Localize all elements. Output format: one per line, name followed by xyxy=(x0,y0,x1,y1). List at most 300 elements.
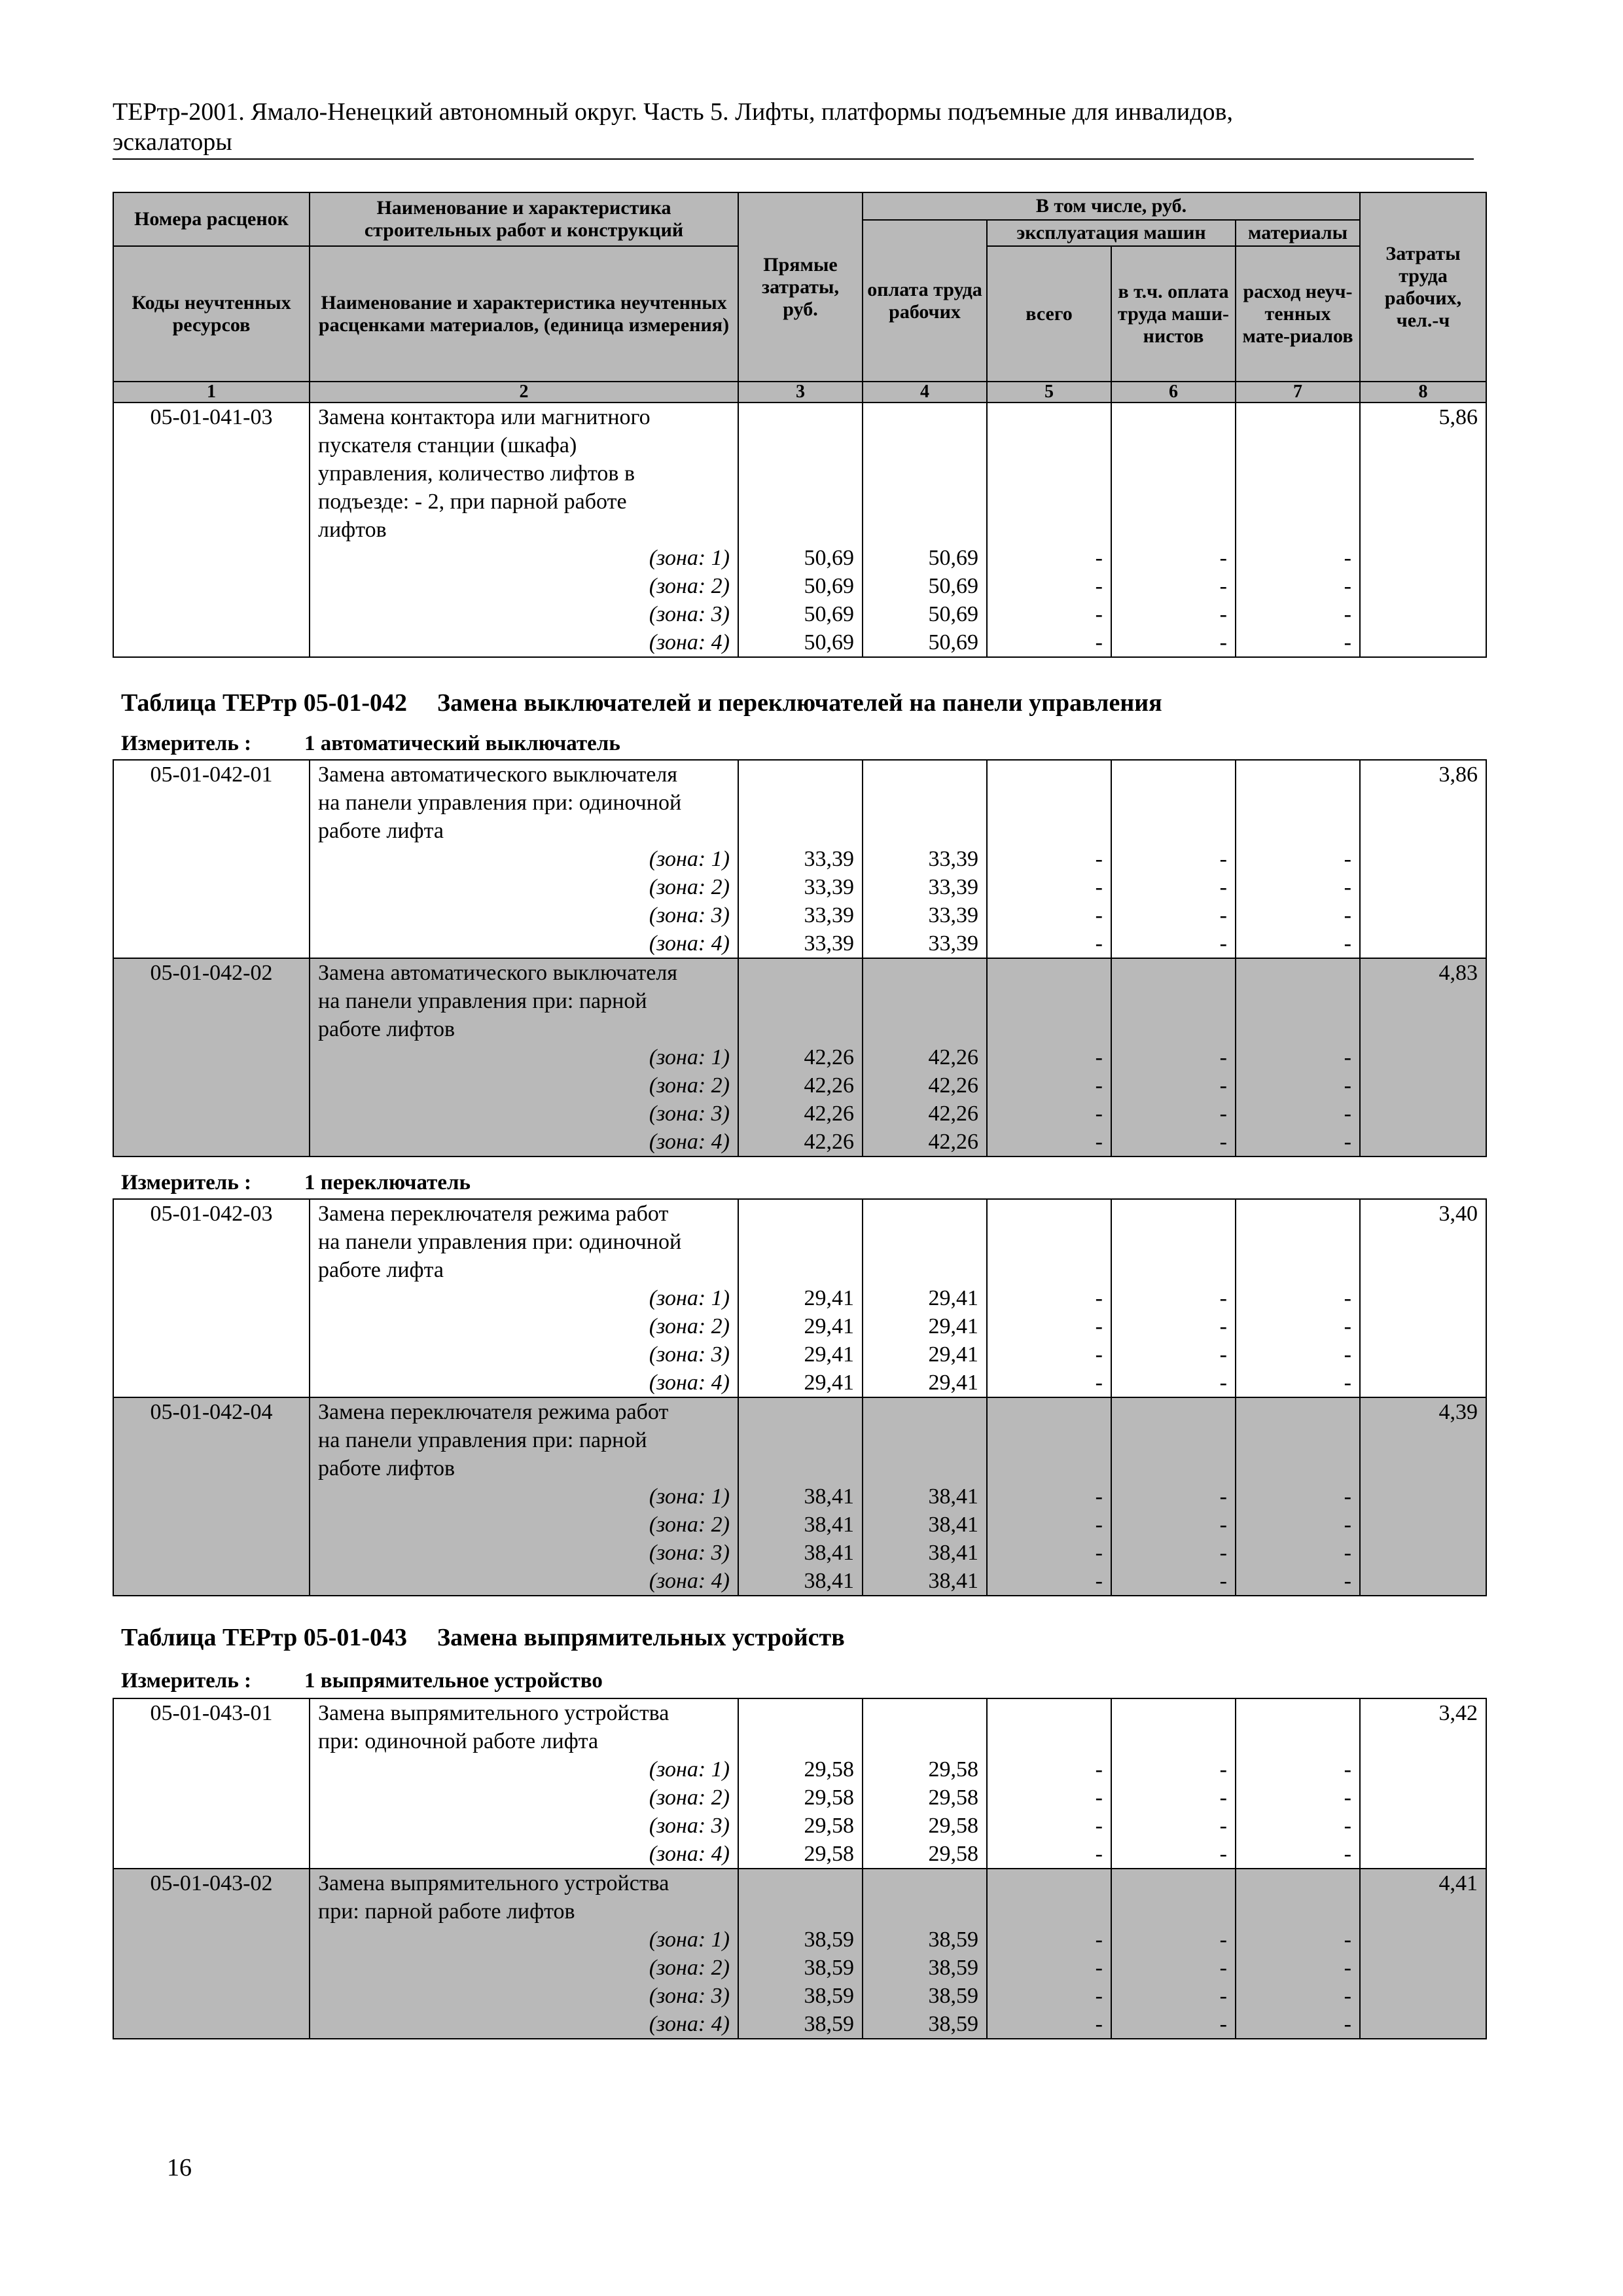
empty-cell xyxy=(1111,1199,1236,1228)
document-header xyxy=(113,97,1474,157)
machines-total: - xyxy=(987,929,1111,958)
zone-label: (зона: 2) xyxy=(310,1784,738,1812)
empty-cell xyxy=(1360,901,1486,929)
labor-hours: 4,39 xyxy=(1360,1397,1486,1426)
machinist-pay: - xyxy=(1111,572,1236,600)
table-row xyxy=(113,817,1486,845)
machinist-pay: - xyxy=(1111,845,1236,873)
rate-code: 05-01-042-01 xyxy=(113,760,310,789)
empty-cell xyxy=(863,1897,987,1926)
empty-cell xyxy=(738,431,863,459)
table-row xyxy=(113,1228,1486,1256)
zone-label: (зона: 1) xyxy=(310,1043,738,1071)
direct-costs: 38,41 xyxy=(738,1539,863,1567)
empty-cell xyxy=(1360,1340,1486,1369)
header-machines-total: всего xyxy=(987,246,1111,382)
empty-cell xyxy=(987,789,1111,817)
materials-spend: - xyxy=(1236,1539,1360,1567)
zone-label: (зона: 3) xyxy=(310,901,738,929)
zone-label: (зона: 1) xyxy=(310,1284,738,1312)
table-row xyxy=(113,431,1486,459)
measure-line xyxy=(121,732,620,756)
empty-cell xyxy=(1360,929,1486,958)
table-row xyxy=(113,1071,1486,1100)
empty-cell xyxy=(987,1727,1111,1755)
labor-pay: 29,41 xyxy=(863,1369,987,1397)
labor-hours xyxy=(1360,516,1486,544)
empty-cell xyxy=(113,1340,310,1369)
table-row xyxy=(113,516,1486,544)
machines-total: - xyxy=(987,1100,1111,1128)
header-line-2: эскалаторы xyxy=(113,128,232,156)
table-row xyxy=(113,572,1486,600)
rate-name-line: работе лифтов xyxy=(310,1454,738,1482)
page-number: 16 xyxy=(167,2154,192,2181)
direct-costs: 50,69 xyxy=(738,628,863,657)
empty-cell xyxy=(1236,1454,1360,1482)
labor-hours xyxy=(1360,431,1486,459)
empty-cell xyxy=(1360,1369,1486,1397)
empty-cell xyxy=(1111,431,1236,459)
rate-name-line: работе лифта xyxy=(310,1256,738,1284)
rate-block xyxy=(113,958,1486,1157)
column-number: 6 xyxy=(1111,382,1236,403)
empty-cell xyxy=(1236,1228,1360,1256)
rates-table-042-selectors xyxy=(113,1198,1487,1596)
empty-cell xyxy=(863,431,987,459)
rate-name-line: Замена выпрямительного устройства xyxy=(310,1869,738,1897)
table-row xyxy=(113,1755,1486,1784)
table-row xyxy=(113,1784,1486,1812)
empty-cell xyxy=(863,760,987,789)
machines-total: - xyxy=(987,1567,1111,1596)
labor-hours xyxy=(1360,987,1486,1015)
empty-cell xyxy=(113,1312,310,1340)
rate-name-line: при: одиночной работе лифта xyxy=(310,1727,738,1755)
machinist-pay: - xyxy=(1111,1312,1236,1340)
machinist-pay: - xyxy=(1111,1284,1236,1312)
machines-total: - xyxy=(987,1539,1111,1567)
rate-code xyxy=(113,516,310,544)
zone-label: (зона: 3) xyxy=(310,1982,738,2010)
measure-unit: 1 переключатель xyxy=(304,1171,471,1194)
empty-cell xyxy=(987,516,1111,544)
materials-spend: - xyxy=(1236,901,1360,929)
empty-cell xyxy=(1236,1199,1360,1228)
labor-pay: 29,58 xyxy=(863,1755,987,1784)
empty-cell xyxy=(1360,1043,1486,1071)
empty-cell xyxy=(113,1539,310,1567)
rate-name-line: лифтов xyxy=(310,516,738,544)
direct-costs: 29,58 xyxy=(738,1784,863,1812)
machinist-pay: - xyxy=(1111,873,1236,901)
machines-total: - xyxy=(987,1284,1111,1312)
rate-name-line: пускателя станции (шкафа) xyxy=(310,431,738,459)
zone-label: (зона: 3) xyxy=(310,1100,738,1128)
rate-name-line: подъезде: - 2, при парной работе xyxy=(310,488,738,516)
empty-cell xyxy=(1111,1426,1236,1454)
machines-total: - xyxy=(987,1755,1111,1784)
labor-pay: 38,41 xyxy=(863,1539,987,1567)
labor-hours: 3,40 xyxy=(1360,1199,1486,1228)
rate-name-line: работе лифта xyxy=(310,817,738,845)
table-row xyxy=(113,1015,1486,1043)
materials-spend: - xyxy=(1236,2010,1360,2039)
labor-pay: 50,69 xyxy=(863,544,987,572)
empty-cell xyxy=(1111,488,1236,516)
empty-cell xyxy=(863,789,987,817)
machinist-pay: - xyxy=(1111,1812,1236,1840)
materials-spend: - xyxy=(1236,572,1360,600)
zone-label: (зона: 3) xyxy=(310,600,738,628)
table-title-text: Замена выпрямительных устройств xyxy=(437,1624,845,1651)
rate-block xyxy=(113,403,1486,657)
empty-cell xyxy=(987,1397,1111,1426)
empty-cell xyxy=(1111,1256,1236,1284)
table-row xyxy=(113,544,1486,572)
table-row xyxy=(113,1256,1486,1284)
direct-costs: 29,58 xyxy=(738,1840,863,1869)
table-row xyxy=(113,1539,1486,1567)
empty-cell xyxy=(1236,1698,1360,1727)
rate-code xyxy=(113,1015,310,1043)
rate-code xyxy=(113,1426,310,1454)
rate-block xyxy=(113,1199,1486,1397)
empty-cell xyxy=(1111,958,1236,987)
machinist-pay: - xyxy=(1111,544,1236,572)
empty-cell xyxy=(1111,1454,1236,1482)
empty-cell xyxy=(113,1784,310,1812)
direct-costs: 38,59 xyxy=(738,2010,863,2039)
materials-spend: - xyxy=(1236,1043,1360,1071)
empty-cell xyxy=(1236,1397,1360,1426)
zone-label: (зона: 1) xyxy=(310,1482,738,1511)
empty-cell xyxy=(987,431,1111,459)
zone-label: (зона: 3) xyxy=(310,1340,738,1369)
machines-total: - xyxy=(987,600,1111,628)
labor-hours xyxy=(1360,459,1486,488)
empty-cell xyxy=(1111,1228,1236,1256)
machines-total: - xyxy=(987,1128,1111,1157)
empty-cell xyxy=(113,1982,310,2010)
empty-cell xyxy=(1360,1982,1486,2010)
table-row xyxy=(113,1340,1486,1369)
labor-hours: 5,86 xyxy=(1360,403,1486,431)
column-header-table xyxy=(113,192,1487,403)
table-row xyxy=(113,600,1486,628)
labor-pay: 29,58 xyxy=(863,1784,987,1812)
empty-cell xyxy=(987,1256,1111,1284)
empty-cell xyxy=(1236,1869,1360,1897)
empty-cell xyxy=(113,1755,310,1784)
empty-cell xyxy=(113,2010,310,2039)
empty-cell xyxy=(113,1954,310,1982)
empty-cell xyxy=(738,1869,863,1897)
machinist-pay: - xyxy=(1111,1755,1236,1784)
labor-pay: 33,39 xyxy=(863,929,987,958)
empty-cell xyxy=(987,1228,1111,1256)
empty-cell xyxy=(1360,1312,1486,1340)
direct-costs: 38,59 xyxy=(738,1982,863,2010)
rate-code xyxy=(113,1897,310,1926)
machines-total: - xyxy=(987,1340,1111,1369)
labor-pay: 50,69 xyxy=(863,572,987,600)
table-row xyxy=(113,2010,1486,2039)
empty-cell xyxy=(113,628,310,657)
machinist-pay: - xyxy=(1111,628,1236,657)
empty-cell xyxy=(113,1812,310,1840)
column-number: 3 xyxy=(738,382,863,403)
empty-cell xyxy=(863,1698,987,1727)
table-row xyxy=(113,1926,1486,1954)
empty-cell xyxy=(863,817,987,845)
zone-label: (зона: 3) xyxy=(310,1812,738,1840)
empty-cell xyxy=(987,1015,1111,1043)
zone-label: (зона: 2) xyxy=(310,873,738,901)
empty-cell xyxy=(1360,1812,1486,1840)
machines-total: - xyxy=(987,572,1111,600)
empty-cell xyxy=(738,1727,863,1755)
table-row xyxy=(113,1454,1486,1482)
materials-spend: - xyxy=(1236,1071,1360,1100)
empty-cell xyxy=(113,901,310,929)
empty-cell xyxy=(1360,1482,1486,1511)
rate-name-line: Замена переключателя режима работ xyxy=(310,1199,738,1228)
labor-hours xyxy=(1360,1454,1486,1482)
empty-cell xyxy=(1236,459,1360,488)
empty-cell xyxy=(1360,1784,1486,1812)
zone-label: (зона: 4) xyxy=(310,628,738,657)
zone-label: (зона: 4) xyxy=(310,1567,738,1596)
header-rule xyxy=(113,158,1474,160)
labor-hours: 4,83 xyxy=(1360,958,1486,987)
rate-code xyxy=(113,1256,310,1284)
empty-cell xyxy=(1111,1397,1236,1426)
materials-spend: - xyxy=(1236,1284,1360,1312)
measure-label: Измеритель : xyxy=(121,732,252,755)
table-title-code: Таблица ТЕРтр 05-01-042 xyxy=(121,689,408,717)
empty-cell xyxy=(1360,1071,1486,1100)
zone-label: (зона: 2) xyxy=(310,1954,738,1982)
empty-cell xyxy=(1360,2010,1486,2039)
empty-cell xyxy=(1236,760,1360,789)
table-row xyxy=(113,488,1486,516)
direct-costs: 42,26 xyxy=(738,1128,863,1157)
empty-cell xyxy=(1111,789,1236,817)
header-machinist-pay: в т.ч. оплата труда маши-нистов xyxy=(1111,246,1236,382)
table-row xyxy=(113,1812,1486,1840)
empty-cell xyxy=(113,572,310,600)
machinist-pay: - xyxy=(1111,1043,1236,1071)
zone-label: (зона: 4) xyxy=(310,2010,738,2039)
empty-cell xyxy=(863,1454,987,1482)
labor-hours xyxy=(1360,817,1486,845)
header-labor-costs: Затраты труда рабочих, чел.-ч xyxy=(1360,192,1486,382)
empty-cell xyxy=(1360,873,1486,901)
materials-spend: - xyxy=(1236,628,1360,657)
empty-cell xyxy=(738,1426,863,1454)
empty-cell xyxy=(1360,1755,1486,1784)
rates-table-043 xyxy=(113,1698,1487,2039)
table-row xyxy=(113,1840,1486,1869)
column-number: 8 xyxy=(1360,382,1486,403)
empty-cell xyxy=(1360,1567,1486,1596)
labor-hours xyxy=(1360,1015,1486,1043)
header-material-name: Наименование и характеристика неучтенных расценками материалов, (единица измерения) xyxy=(310,246,738,382)
empty-cell xyxy=(1236,987,1360,1015)
machinist-pay: - xyxy=(1111,1100,1236,1128)
labor-hours xyxy=(1360,1426,1486,1454)
rate-name-line: на панели управления при: одиночной xyxy=(310,1228,738,1256)
measure-line xyxy=(121,1669,603,1693)
rate-code: 05-01-043-02 xyxy=(113,1869,310,1897)
empty-cell xyxy=(1111,1015,1236,1043)
zone-label: (зона: 1) xyxy=(310,544,738,572)
direct-costs: 42,26 xyxy=(738,1071,863,1100)
machinist-pay: - xyxy=(1111,600,1236,628)
labor-hours xyxy=(1360,1228,1486,1256)
empty-cell xyxy=(987,459,1111,488)
empty-cell xyxy=(738,459,863,488)
empty-cell xyxy=(987,1869,1111,1897)
measure-unit: 1 выпрямительное устройство xyxy=(304,1669,603,1693)
table-row xyxy=(113,1567,1486,1596)
rate-code xyxy=(113,1727,310,1755)
empty-cell xyxy=(1360,1284,1486,1312)
empty-cell xyxy=(1111,403,1236,431)
rate-block xyxy=(113,1397,1486,1596)
machinist-pay: - xyxy=(1111,1567,1236,1596)
empty-cell xyxy=(1111,459,1236,488)
empty-cell xyxy=(1360,1128,1486,1157)
table-row xyxy=(113,1397,1486,1426)
rate-code xyxy=(113,431,310,459)
empty-cell xyxy=(1236,431,1360,459)
labor-pay: 29,58 xyxy=(863,1840,987,1869)
labor-pay: 33,39 xyxy=(863,873,987,901)
empty-cell xyxy=(987,1199,1111,1228)
rate-block xyxy=(113,760,1486,958)
rate-code: 05-01-042-03 xyxy=(113,1199,310,1228)
materials-spend: - xyxy=(1236,1369,1360,1397)
zone-label: (зона: 4) xyxy=(310,1128,738,1157)
rate-name-line: Замена переключателя режима работ xyxy=(310,1397,738,1426)
empty-cell xyxy=(1236,1897,1360,1926)
empty-cell xyxy=(1236,516,1360,544)
empty-cell xyxy=(738,1397,863,1426)
machinist-pay: - xyxy=(1111,1511,1236,1539)
table-row xyxy=(113,1511,1486,1539)
direct-costs: 42,26 xyxy=(738,1043,863,1071)
machinist-pay: - xyxy=(1111,901,1236,929)
empty-cell xyxy=(738,817,863,845)
direct-costs: 33,39 xyxy=(738,845,863,873)
empty-cell xyxy=(113,929,310,958)
materials-spend: - xyxy=(1236,1340,1360,1369)
rate-name-line: работе лифтов xyxy=(310,1015,738,1043)
machines-total: - xyxy=(987,873,1111,901)
rate-code xyxy=(113,1228,310,1256)
empty-cell xyxy=(1360,572,1486,600)
labor-hours xyxy=(1360,488,1486,516)
materials-spend: - xyxy=(1236,1784,1360,1812)
empty-cell xyxy=(113,1567,310,1596)
empty-cell xyxy=(863,459,987,488)
empty-cell xyxy=(113,600,310,628)
materials-spend: - xyxy=(1236,929,1360,958)
machines-total: - xyxy=(987,628,1111,657)
empty-cell xyxy=(987,1426,1111,1454)
empty-cell xyxy=(738,1199,863,1228)
labor-pay: 29,41 xyxy=(863,1340,987,1369)
zone-label: (зона: 2) xyxy=(310,1312,738,1340)
rate-name-line: на панели управления при: одиночной xyxy=(310,789,738,817)
direct-costs: 33,39 xyxy=(738,873,863,901)
machinist-pay: - xyxy=(1111,1482,1236,1511)
table-row xyxy=(113,1869,1486,1897)
machines-total: - xyxy=(987,1312,1111,1340)
zone-label: (зона: 4) xyxy=(310,929,738,958)
labor-pay: 38,59 xyxy=(863,1982,987,2010)
zone-label: (зона: 2) xyxy=(310,572,738,600)
empty-cell xyxy=(1236,1727,1360,1755)
direct-costs: 29,41 xyxy=(738,1284,863,1312)
direct-costs: 29,58 xyxy=(738,1812,863,1840)
empty-cell xyxy=(1360,600,1486,628)
labor-pay: 50,69 xyxy=(863,628,987,657)
machinist-pay: - xyxy=(1111,1128,1236,1157)
materials-spend: - xyxy=(1236,1982,1360,2010)
table-title-text: Замена выключателей и переключателей на панели управления xyxy=(437,689,1162,717)
table-title-043 xyxy=(121,1623,845,1652)
rate-name-line: Замена контактора или магнитного xyxy=(310,403,738,431)
table-row xyxy=(113,1369,1486,1397)
empty-cell xyxy=(863,488,987,516)
empty-cell xyxy=(1360,1539,1486,1567)
machines-total: - xyxy=(987,1043,1111,1071)
labor-pay: 38,41 xyxy=(863,1482,987,1511)
empty-cell xyxy=(863,1015,987,1043)
empty-cell xyxy=(113,873,310,901)
table-row xyxy=(113,873,1486,901)
empty-cell xyxy=(987,817,1111,845)
materials-spend: - xyxy=(1236,1312,1360,1340)
empty-cell xyxy=(863,958,987,987)
column-number: 1 xyxy=(113,382,310,403)
empty-cell xyxy=(863,1426,987,1454)
header-materials-spend: расход неуч-тенных мате-риалов xyxy=(1236,246,1360,382)
materials-spend: - xyxy=(1236,1100,1360,1128)
header-work-name: Наименование и характеристика строительных работ и конструкций xyxy=(310,192,738,246)
empty-cell xyxy=(1360,544,1486,572)
direct-costs: 50,69 xyxy=(738,600,863,628)
machines-total: - xyxy=(987,845,1111,873)
machinist-pay: - xyxy=(1111,1340,1236,1369)
direct-costs: 38,41 xyxy=(738,1482,863,1511)
machinist-pay: - xyxy=(1111,1784,1236,1812)
machinist-pay: - xyxy=(1111,1071,1236,1100)
table-row xyxy=(113,628,1486,657)
labor-hours xyxy=(1360,789,1486,817)
materials-spend: - xyxy=(1236,1511,1360,1539)
empty-cell xyxy=(113,544,310,572)
column-number: 2 xyxy=(310,382,738,403)
materials-spend: - xyxy=(1236,600,1360,628)
empty-cell xyxy=(738,958,863,987)
empty-cell xyxy=(1236,1256,1360,1284)
zone-label: (зона: 1) xyxy=(310,1755,738,1784)
rate-name-line: управления, количество лифтов в xyxy=(310,459,738,488)
